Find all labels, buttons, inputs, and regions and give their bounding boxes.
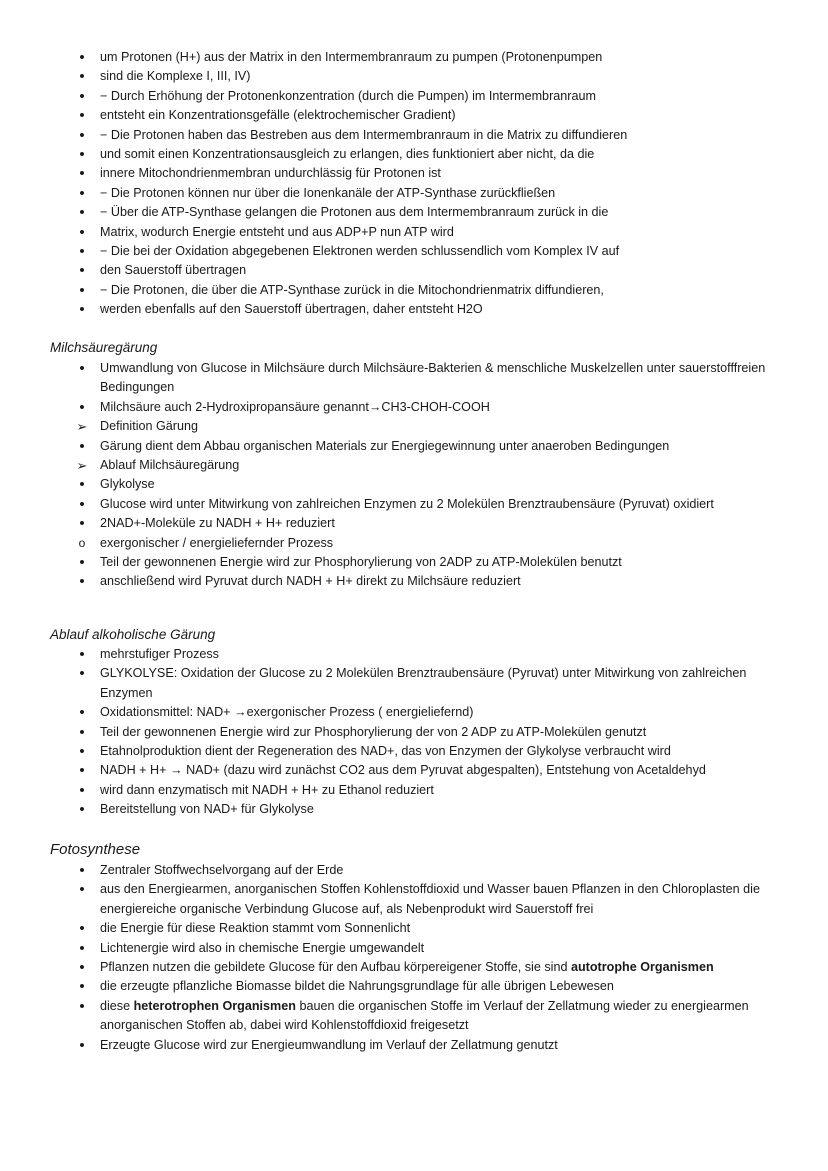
list-item	[0, 475, 828, 494]
list-item-text: um Protonen (H+) aus der Matrix in den Intermembranraum zu pumpen (Protonenpumpen	[100, 50, 603, 64]
list-item	[0, 261, 828, 280]
bullet-icon	[75, 861, 89, 881]
list-item-text: − Über die ATP-Synthase gelangen die Protonen aus dem Intermembranraum zurück in die	[100, 205, 609, 220]
list-item-text: exergonischer / energieliefernder Prozess	[100, 535, 334, 550]
bullet-icon	[75, 572, 89, 592]
list-item	[0, 417, 828, 436]
bullet-icon	[75, 145, 89, 165]
list-item	[0, 939, 828, 958]
list-item	[0, 164, 828, 183]
heading-alkoholische-gaerung: Ablauf alkoholische Gärung	[50, 627, 216, 642]
list-item	[0, 781, 828, 800]
list-item	[0, 242, 828, 261]
list-item	[0, 87, 828, 106]
bullet-icon	[75, 203, 89, 223]
bullet-icon	[75, 997, 89, 1017]
bullet-icon	[75, 261, 89, 281]
list-item	[0, 723, 828, 742]
bullet-icon	[75, 919, 89, 939]
list-item	[0, 861, 828, 880]
bullet-icon	[75, 48, 89, 68]
list-item-text: Definition Gärung	[100, 419, 199, 434]
list-item	[0, 553, 828, 572]
list-item	[0, 645, 828, 664]
list-item	[0, 1036, 828, 1055]
bullet-icon	[75, 939, 89, 959]
bullet-icon	[75, 126, 89, 146]
list-item-text: wird dann enzymatisch mit NADH + H+ zu Ethanol reduziert	[100, 782, 434, 797]
bullet-icon	[75, 958, 89, 978]
list-item-text: NADH + H+ → NAD+ (dazu wird zunächst CO2 aus dem Pyruvat abgespalten), Entstehung von Acetaldehyd	[100, 763, 706, 778]
list-item-text: GLYKOLYSE: Oxidation der Glucose zu 2 Molekülen Brenztraubensäure (Pyruvat) unter Mitwirkung von zahlreichen Enzymen	[100, 666, 747, 700]
list-item-text: Pflanzen nutzen die gebildete Glucose für den Aufbau körpereigener Stoffe, sie sind	[100, 960, 571, 975]
bullet-icon	[75, 164, 89, 184]
heading-milchsaeuregaerung: Milchsäuregärung	[50, 340, 158, 355]
bullet-icon	[75, 475, 89, 495]
arrow-bullet-icon	[75, 417, 89, 437]
bullet-icon	[75, 742, 89, 762]
list-item	[0, 184, 828, 203]
list-item	[0, 761, 828, 780]
list-item-bold-term: heterotrophen Organismen	[133, 998, 296, 1013]
list-item-text: Glucose wird unter Mitwirkung von zahlreichen Enzymen zu 2 Molekülen Brenztraubensäure (Pyruvat) oxidiert	[100, 496, 714, 511]
list-item	[0, 800, 828, 819]
list-item-text: Oxidationsmittel: NAD+ →exergonischer Prozess ( energieliefernd)	[100, 705, 474, 720]
foto-list	[0, 861, 828, 1055]
circle-bullet-icon	[75, 534, 89, 553]
list-item	[0, 514, 828, 533]
list-item	[0, 145, 828, 164]
bullet-icon	[75, 664, 89, 684]
bullet-icon	[75, 67, 89, 87]
bullet-icon	[75, 437, 89, 457]
list-item	[0, 742, 828, 761]
bullet-icon	[75, 703, 89, 723]
bullet-icon	[75, 359, 89, 379]
list-item-text: Zentraler Stoffwechselvorgang auf der Erde	[100, 863, 344, 877]
list-item	[0, 495, 828, 514]
arrow-bullet-icon	[75, 456, 89, 476]
list-item	[0, 703, 828, 722]
list-item	[0, 880, 828, 919]
list-item-text: Matrix, wodurch Energie entsteht und aus ADP+P nun ATP wird	[100, 224, 454, 239]
list-item	[0, 398, 828, 417]
list-item-text: den Sauerstoff übertragen	[100, 263, 247, 278]
list-item	[0, 106, 828, 125]
bullet-icon	[75, 553, 89, 573]
bullet-icon	[75, 761, 89, 781]
bullet-icon	[75, 800, 89, 820]
bullet-icon	[75, 242, 89, 262]
list-item-text: Umwandlung von Glucose in Milchsäure durch Milchsäure-Bakterien & menschliche Muskelzellen unter sauerstofffreien Bedingungen	[100, 361, 766, 395]
list-item	[0, 126, 828, 145]
list-item-text: anschließend wird Pyruvat durch NADH + H+ direkt zu Milchsäure reduziert	[100, 574, 521, 589]
alkohol-list	[0, 645, 828, 820]
intro-list	[0, 48, 828, 320]
list-item-text: Milchsäure auch 2-Hydroxipropansäure genannt→CH3-CHOH-COOH	[100, 399, 490, 414]
list-item	[0, 664, 828, 703]
list-item	[0, 572, 828, 591]
bullet-icon	[75, 398, 89, 418]
bullet-icon	[75, 977, 89, 997]
bullet-icon	[75, 87, 89, 107]
list-item-text: Bereitstellung von NAD+ für Glykolyse	[100, 802, 314, 817]
list-item	[0, 919, 828, 938]
list-item-text: Etahnolproduktion dient der Regeneration des NAD+, das von Enzymen der Glykolyse verbraucht wird	[100, 744, 671, 759]
heading-fotosynthese: Fotosynthese	[50, 841, 141, 858]
list-item-text: werden ebenfalls auf den Sauerstoff übertragen, daher entsteht H2O	[100, 302, 483, 317]
list-item	[0, 300, 828, 319]
list-item	[0, 977, 828, 996]
list-item-text: die erzeugte pflanzliche Biomasse bildet die Nahrungsgrundlage für alle übrigen Lebewesen	[100, 979, 614, 994]
list-item-text: − Die Protonen können nur über die Ionenkanäle der ATP-Synthase zurückfließen	[100, 185, 556, 200]
bullet-icon	[75, 106, 89, 126]
list-item-text: mehrstufiger Prozess	[100, 647, 219, 661]
list-item-text: und somit einen Konzentrationsausgleich zu erlangen, dies funktioniert aber nicht, da die	[100, 147, 595, 162]
list-item	[0, 997, 828, 1036]
list-item-bold-term: autotrophe Organismen	[570, 960, 714, 975]
list-item-text: die Energie für diese Reaktion stammt vom Sonnenlicht	[100, 921, 411, 936]
list-item-text: bauen die organischen Stoffe im Verlauf der Zellatmung wieder zu energiearmen anorganischen Stoffen ab, dabei wird Kohlenstoffdioxid freigesetzt	[100, 998, 749, 1033]
bullet-icon	[75, 514, 89, 534]
bullet-icon	[75, 281, 89, 301]
list-item-text: − Die bei der Oxidation abgegebenen Elektronen werden schlussendlich vom Komplex IV auf	[100, 244, 620, 259]
list-item	[0, 223, 828, 242]
bullet-icon	[75, 880, 89, 900]
list-item	[0, 281, 828, 300]
list-item-text: Lichtenergie wird also in chemische Energie umgewandelt	[100, 940, 425, 955]
list-item-text: Teil der gewonnenen Energie wird zur Phosphorylierung der von 2 ADP zu ATP-Molekülen genutzt	[100, 724, 647, 739]
bullet-icon	[75, 781, 89, 801]
list-item-text: entsteht ein Konzentrationsgefälle (elektrochemischer Gradient)	[100, 108, 456, 123]
bullet-icon	[75, 723, 89, 743]
list-item	[0, 203, 828, 222]
list-item-text: Ablauf Milchsäuregärung	[100, 458, 240, 473]
list-item-text: Teil der gewonnenen Energie wird zur Phosphorylierung von 2ADP zu ATP-Molekülen benutzt	[100, 555, 622, 570]
list-item	[0, 456, 828, 475]
milch-list	[0, 359, 828, 592]
bullet-icon	[75, 223, 89, 243]
bullet-icon	[75, 495, 89, 515]
list-item-text: innere Mitochondrienmembran undurchlässig für Protonen ist	[100, 166, 441, 181]
list-item	[0, 958, 828, 977]
list-item-text: Gärung dient dem Abbau organischen Materials zur Energiegewinnung unter anaeroben Bedingungen	[100, 438, 670, 453]
bullet-icon	[75, 300, 89, 320]
list-item-text: Erzeugte Glucose wird zur Energieumwandlung im Verlauf der Zellatmung genutzt	[100, 1037, 558, 1052]
list-item-text: − Die Protonen, die über die ATP-Synthase zurück in die Mitochondrienmatrix diffundieren,	[100, 282, 604, 297]
list-item	[0, 437, 828, 456]
bullet-icon	[75, 645, 89, 665]
list-item	[0, 67, 828, 86]
list-item-text: diese	[100, 998, 134, 1013]
list-item	[0, 48, 828, 67]
list-item-text: aus den Energiearmen, anorganischen Stoffen Kohlenstoffdioxid und Wasser bauen Pflanzen in den Chloroplasten die energiereiche organische Verbindung Glucose auf, als Nebenprodukt wird Sauerstoff frei	[100, 882, 760, 916]
list-item	[0, 534, 828, 553]
list-item	[0, 359, 828, 398]
list-item-text: − Die Protonen haben das Bestreben aus dem Intermembranraum in die Matrix zu diffundieren	[100, 127, 628, 142]
bullet-icon	[75, 1036, 89, 1056]
list-item-text: 2NAD+-Moleküle zu NADH + H+ reduziert	[100, 516, 335, 531]
bullet-icon	[75, 184, 89, 204]
list-item-text: sind die Komplexe I, III, IV)	[100, 69, 251, 84]
list-item-text: Glykolyse	[100, 477, 155, 492]
list-item-text: − Durch Erhöhung der Protonenkonzentration (durch die Pumpen) im Intermembranraum	[100, 88, 596, 103]
